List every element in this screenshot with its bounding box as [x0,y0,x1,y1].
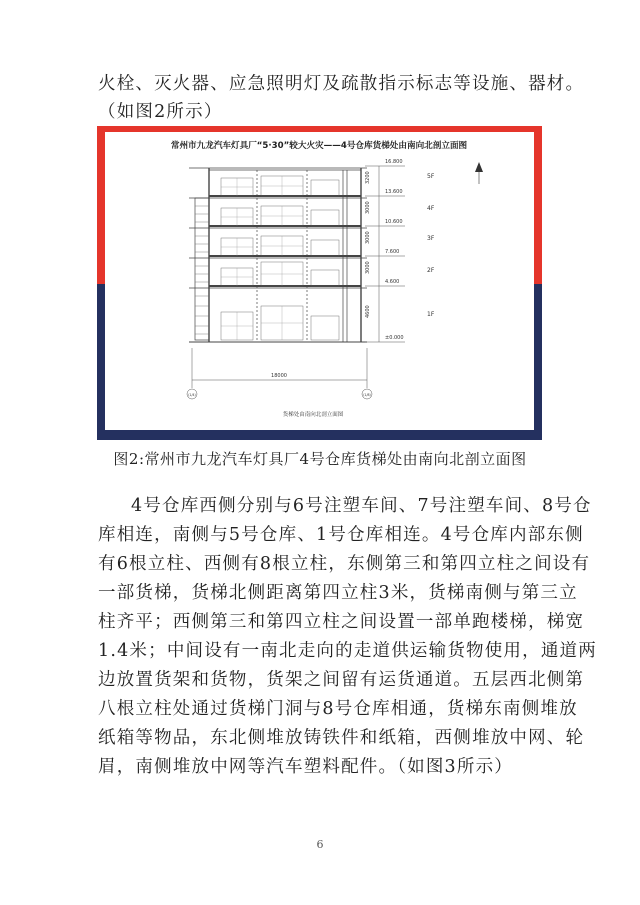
floor-label: 3F [427,235,435,242]
body-line-2: 库相连，南侧与5号仓库、1号仓库相连。4号仓库内部东侧 [98,525,584,545]
dim-label: 3000 [365,201,371,214]
elevation-label: ±0.000 [385,335,404,341]
elevation-label: 10.600 [385,219,403,225]
floor-label: 4F [427,205,435,212]
page-number: 6 [316,838,324,851]
body-line-6: 1.4米；中间设有一南北走向的走道供运输货物使用，通道两 [98,641,597,661]
axis-label: (1/8) [363,393,371,397]
elevation-label: 16.800 [385,159,403,165]
dim-label: 3000 [365,261,371,274]
dim-label: 4600 [365,305,371,318]
text-line-1: 火栓、灭火器、应急照明灯及疏散指示标志等设施、器材。 [98,74,585,94]
drawing-subcaption: 货梯处由南向北剖立面图 [282,412,344,418]
figure-caption: 图2:常州市九龙汽车灯具厂4号仓库货梯处由南向北剖立面图 [113,450,527,468]
floor-label: 5F [427,173,435,180]
body-line-9: 纸箱等物品，东北侧堆放铸铁件和纸箱，西侧堆放中网、轮 [98,728,585,748]
elevation-label: 7.600 [385,249,400,255]
text-line-2: （如图2所示） [98,102,223,122]
width-dim-label: 18000 [271,373,287,379]
elevation-label: 13.600 [385,189,403,195]
dim-label: 3000 [365,231,371,244]
body-line-5: 柱齐平；西侧第三和第四立柱之间设置一部单跑楼梯，梯宽 [98,612,585,632]
dim-label: 3200 [365,171,371,184]
axis-label: (1/4) [188,393,196,397]
elevation-label: 4.600 [385,279,400,285]
drawing-sheet [105,132,534,430]
body-line-1: 4号仓库西侧分别与6号注塑车间、7号注塑车间、8号仓 [131,496,592,516]
figure-title: 常州市九龙汽车灯具厂“5·30”较大火灾——4号仓库货梯处由南向北剖立面图 [170,141,468,151]
body-line-10: 眉，南侧堆放中网等汽车塑料配件。（如图3所示） [98,757,513,777]
floor-label: 1F [427,311,435,318]
body-line-4: 一部货梯，货梯北侧距离第四立柱3米，货梯南侧与第三立 [98,583,578,603]
body-line-3: 有6根立柱、西侧有8根立柱，东侧第三和第四立柱之间设有 [98,554,591,574]
body-line-8: 八根立柱处通过货梯门洞与8号仓库相通，货梯东南侧堆放 [98,699,578,719]
floor-label: 2F [427,267,435,274]
body-line-7: 边放置货架和货物，货架之间留有运货通道。五层西北侧第 [98,670,585,690]
section-elevation-figure [97,126,542,440]
